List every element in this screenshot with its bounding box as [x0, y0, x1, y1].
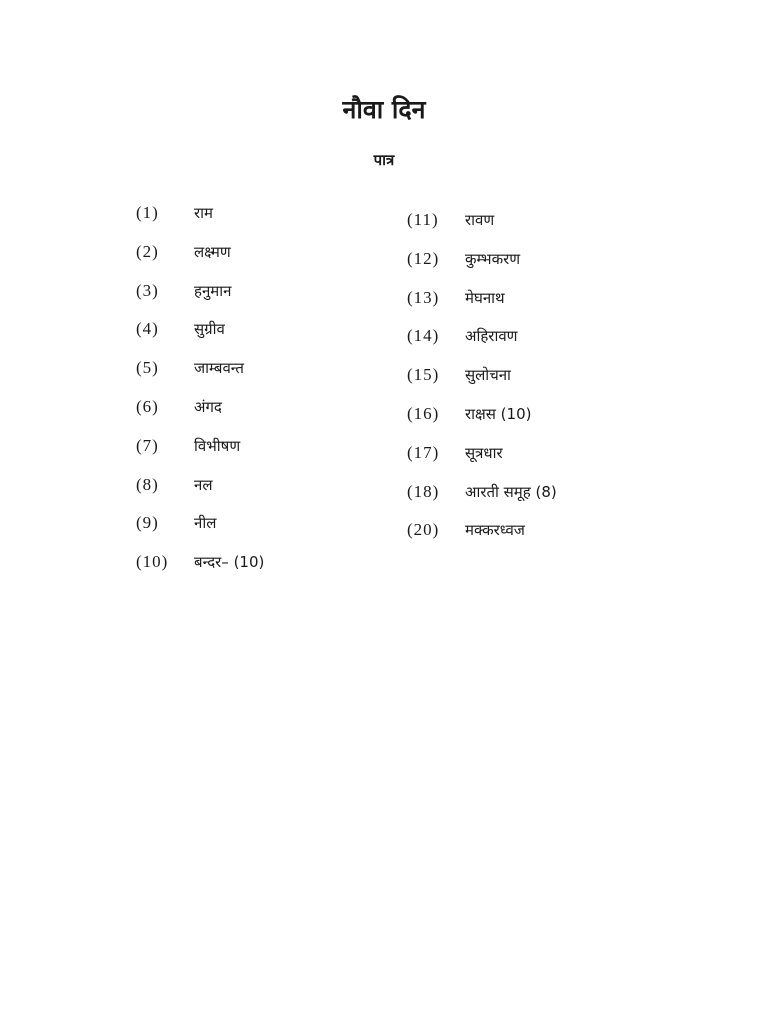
list-item: [136, 552, 264, 591]
item-number: (8): [136, 474, 159, 494]
character-name: मेघनाथ: [465, 288, 505, 307]
list-item: [407, 288, 557, 327]
character-name: अंगद: [194, 397, 222, 416]
character-name: सुलोचना: [465, 366, 511, 385]
list-item: [407, 443, 557, 482]
list-item: [407, 326, 557, 365]
character-list-left: [136, 203, 264, 591]
item-number: (17): [407, 442, 440, 462]
character-name: रावण: [465, 211, 495, 229]
character-name: मक्करध्वज: [465, 521, 525, 540]
character-name: लक्ष्मण: [194, 242, 231, 261]
list-item: [136, 513, 264, 552]
list-item: [407, 210, 557, 249]
list-item: [407, 520, 557, 559]
item-number: (4): [136, 319, 159, 339]
character-name: सुग्रीव: [194, 320, 225, 339]
item-number: (12): [407, 248, 440, 268]
item-number: (6): [136, 396, 159, 416]
item-number: (20): [407, 520, 440, 540]
character-name: नील: [194, 514, 217, 533]
character-name: आरती समूह (8): [465, 482, 557, 501]
character-name: राम: [194, 204, 213, 222]
character-name: अहिरावण: [465, 327, 518, 346]
character-name: विभीषण: [194, 436, 241, 455]
section-heading: पात्र: [373, 151, 395, 169]
item-number: (13): [407, 287, 440, 307]
list-item: [136, 281, 264, 320]
character-name: जाम्बवन्त: [194, 359, 244, 378]
character-name: नल: [194, 475, 213, 494]
character-name: सूत्रधार: [465, 443, 503, 462]
list-item: [407, 365, 557, 404]
list-item: [136, 475, 264, 514]
list-item: [407, 249, 557, 288]
list-item: [136, 203, 264, 242]
item-number: (5): [136, 358, 159, 378]
list-item: [136, 319, 264, 358]
page-title: नौवा दिन: [342, 95, 426, 124]
item-number: (11): [407, 210, 439, 229]
item-number: (16): [407, 403, 440, 423]
item-number: (15): [407, 365, 440, 385]
list-item: [136, 358, 264, 397]
list-item: [136, 436, 264, 475]
list-item: [136, 242, 264, 281]
item-number: (2): [136, 241, 159, 261]
character-name: हनुमान: [194, 281, 232, 300]
list-item: [136, 397, 264, 436]
item-number: (3): [136, 280, 159, 300]
item-number: (10): [136, 552, 169, 572]
list-item: [407, 482, 557, 521]
character-name: राक्षस (10): [465, 404, 532, 423]
character-list-right: [407, 210, 557, 559]
character-name: बन्दर– (10): [194, 553, 265, 572]
character-name: कुम्भकरण: [465, 249, 521, 268]
item-number: (7): [136, 435, 159, 455]
item-number: (1): [136, 203, 159, 222]
item-number: (9): [136, 513, 159, 533]
item-number: (14): [407, 326, 440, 346]
list-item: [407, 404, 557, 443]
item-number: (18): [407, 481, 440, 501]
